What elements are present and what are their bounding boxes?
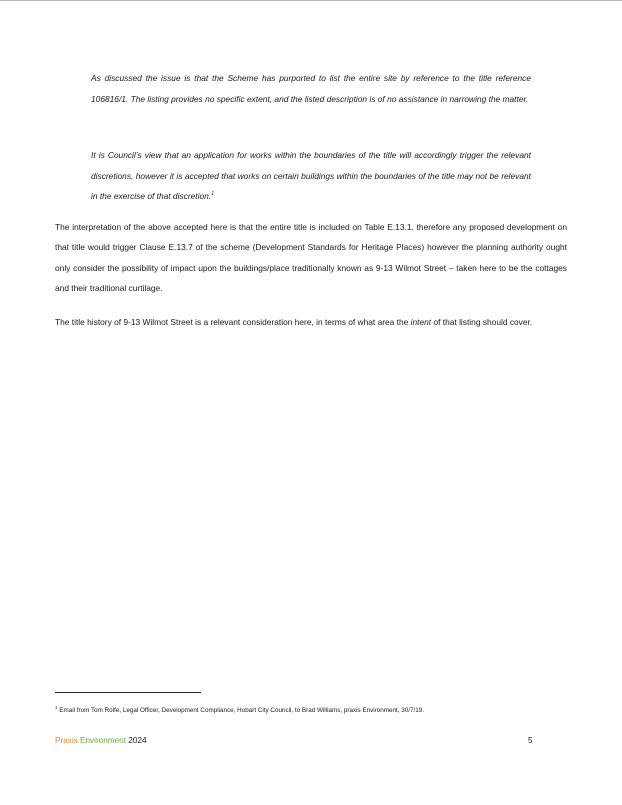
paragraph-title-history: [55, 312, 567, 332]
paragraph-title-history-emphasis: intent: [410, 317, 432, 327]
footer-brand: [55, 735, 147, 747]
footnote-separator: [55, 692, 201, 693]
block-quote-2-text: It is Council’s view that an application for works within the boundaries of the title will accordingly trigger the relevant discretions, however it is accepted that works on certain buildings within the boundaries of the title may not be relevant in the exercise of that discretion.: [91, 150, 531, 202]
footer-year: 2024: [128, 736, 147, 745]
footer-brand-praxis: Praxis: [55, 736, 78, 745]
footer-brand-environment: Environment: [80, 736, 126, 745]
page-number: 5: [528, 736, 533, 745]
paragraph-interpretation-text: The interpretation of the above accepted here is that the entire title is included on Table E.13.1, therefore any proposed development on that title would trigger Clause E.13.7 of the scheme (Development Standards for Heritage Places) however the planning authority ought only consider the possibility of impact upon the buildings/place traditionally known as 9-13 Wilmot Street – taken here to be the cottages and their traditional curtilage.: [55, 222, 567, 294]
paragraph-interpretation: [55, 217, 567, 299]
footnote-marker: 1: [55, 704, 58, 710]
block-quote-2: [91, 145, 531, 207]
paragraph-title-history-after: of that listing should cover.: [431, 317, 533, 327]
block-quote-1-text: As discussed the issue is that the Scheme has purported to list the entire site by reference to the title reference 106816/1. The listing provides no specific extent, and the listed description is of no assistance in narrowing the matter.: [91, 73, 531, 104]
paragraph-title-history-before: The title history of 9-13 Wilmot Street is a relevant consideration here, in terms of what area the: [55, 317, 411, 327]
footnote-reference[interactable]: 1: [211, 191, 215, 198]
block-quote-1: [91, 68, 531, 109]
footnote: [55, 706, 575, 716]
footnote-text: Email from Tom Rolfe, Legal Officer, Development Compliance, Hobart City Council, to Brad Williams, praxis Environment, 30/7/19.: [57, 707, 425, 714]
